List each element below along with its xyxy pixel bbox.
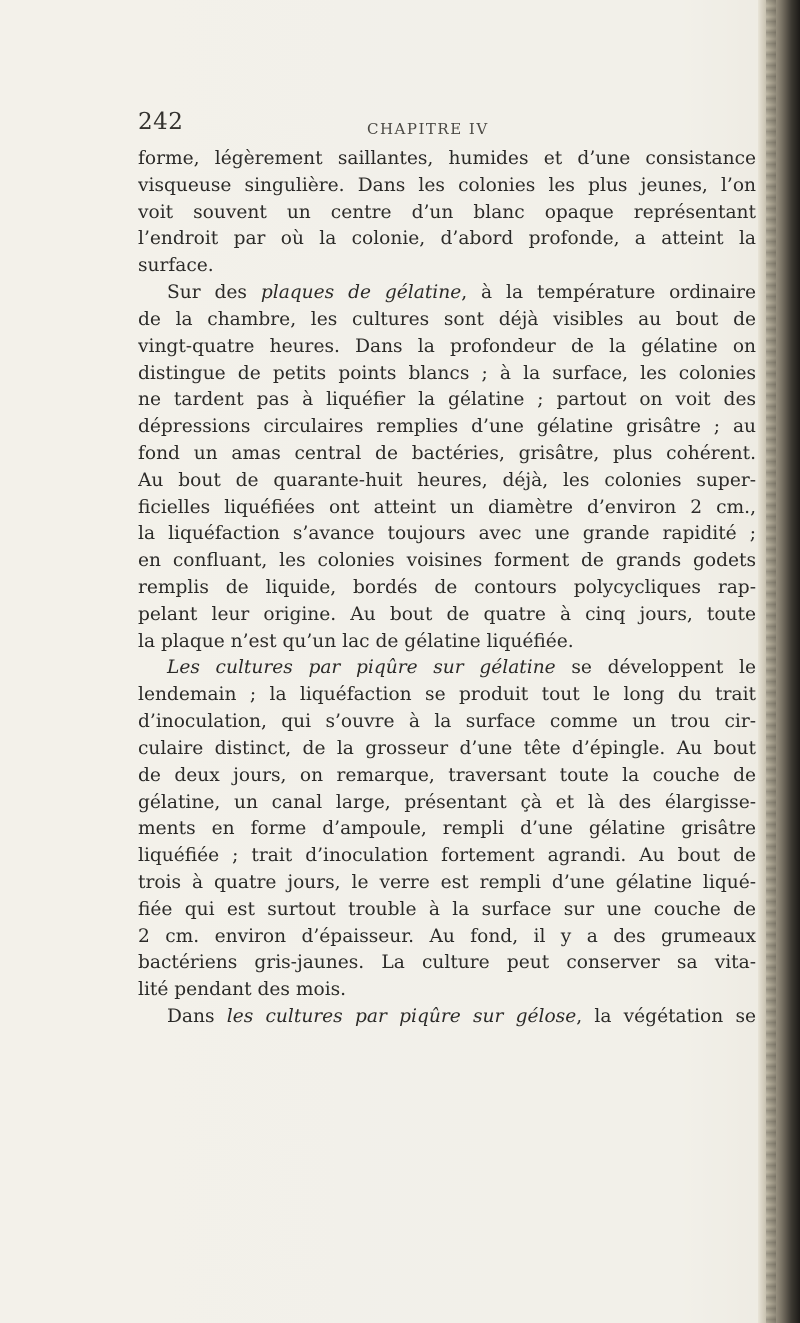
text-segment: de deux jours, on remarque, traversant toute la couche de [138,764,756,786]
text-segment: remplis de liquide, bordés de contours polycycliques rap- [138,577,756,598]
text-line [138,977,756,1004]
text-line [138,414,756,441]
text-segment: 2 cm. environ d’épaisseur. Au fond, il y a des grumeaux [138,925,756,947]
text-line [138,897,756,924]
text-segment: en confluant, les colonies voisines forment de grands godets [138,550,756,572]
text-segment: Dans [167,1006,227,1027]
text-line [138,1004,756,1031]
text-segment: ments en forme d’ampoule, rempli d’une gélatine grisâtre [138,818,756,840]
italic-text: plaques de gélatine [260,282,462,304]
text-line [138,602,756,629]
text-line [138,387,756,414]
text-line [138,226,756,253]
text-segment: , à la température ordinaire [461,282,756,304]
text-line [138,950,756,977]
text-line [138,655,756,682]
text-segment: Au bout de quarante-huit heures, déjà, les colonies super- [138,469,756,491]
text-line [138,361,756,388]
text-line [138,816,756,843]
page-number: 242 [138,109,184,135]
text-line [138,870,756,897]
text-segment: gélatine, un canal large, présentant çà et là des élargisse- [138,791,756,813]
text-line [138,736,756,763]
text-segment: se développent le [555,657,756,679]
text-segment: liquéfiée ; trait d’inoculation fortement agrandi. Au bout de [138,845,756,867]
text-line [138,280,756,307]
text-line [138,173,756,200]
italic-text: Les cultures par piqûre sur gélatine [167,657,556,679]
text-line [138,790,756,817]
text-line [138,441,756,468]
text-line [138,629,756,656]
italic-text: les cultures par piqûre sur gélose [226,1006,577,1027]
text-segment: de la chambre, les cultures sont déjà visibles au bout de [138,308,756,330]
text-segment: , la végétation se [576,1006,756,1027]
text-segment: lendemain ; la liquéfaction se produit tout le long du trait [138,684,756,706]
text-segment: d’inoculation, qui s’ouvre à la surface comme un trou cir- [138,711,756,733]
text-segment: trois à quatre jours, le verre est rempli d’une gélatine liqué- [138,871,756,893]
text-line [138,495,756,522]
text-line [138,200,756,227]
text-line [138,843,756,870]
text-line [138,575,756,602]
text-segment: ficielles liquéfiées ont atteint un diamètre d’environ 2 cm., [138,496,756,518]
text-segment: forme, légèrement saillantes, humides et d’une consistance [138,148,756,169]
text-segment: fiée qui est surtout trouble à la surface sur une couche de [138,898,756,920]
text-line [138,682,756,709]
text-line [138,763,756,790]
text-line [138,334,756,361]
text-segment: l’endroit par où la colonie, d’abord profonde, a atteint la [138,228,756,250]
text-segment: Sur des [167,282,261,304]
text-line [138,307,756,334]
text-segment: surface. [138,255,214,277]
text-segment: voit souvent un centre d’un blanc opaque représentant [138,201,756,223]
text-segment: lité pendant des mois. [138,979,347,1001]
text-segment: dépressions circulaires remplies d’une gélatine grisâtre ; au [138,416,756,438]
text-line [138,924,756,951]
text-segment: distingue de petits points blancs ; à la surface, les colonies [138,362,756,384]
text-line [138,548,756,575]
text-segment: pelant leur origine. Au bout de quatre à cinq jours, toute [138,603,756,625]
text-line [138,253,756,280]
text-line [138,468,756,495]
text-segment: bactériens gris-jaunes. La culture peut conserver sa vita- [138,952,756,974]
running-head: CHAPITRE IV [367,120,489,138]
text-line [138,521,756,548]
text-segment: vingt-quatre heures. Dans la profondeur de la gélatine on [138,335,756,357]
text-line [138,709,756,736]
text-segment: la plaque n’est qu’un lac de gélatine liquéfiée. [138,630,574,652]
text-segment: ne tardent pas à liquéfier la gélatine ; partout on voit des [138,389,756,411]
body-text [138,146,756,1031]
text-segment: la liquéfaction s’avance toujours avec une grande rapidité ; [138,523,756,545]
text-segment: visqueuse singulière. Dans les colonies les plus jeunes, l’on [138,174,756,196]
text-line [138,146,756,173]
text-segment: culaire distinct, de la grosseur d’une tête d’épingle. Au bout [138,737,756,759]
text-segment: fond un amas central de bactéries, grisâtre, plus cohérent. [138,442,756,464]
page-edge-shadow [758,0,800,1323]
